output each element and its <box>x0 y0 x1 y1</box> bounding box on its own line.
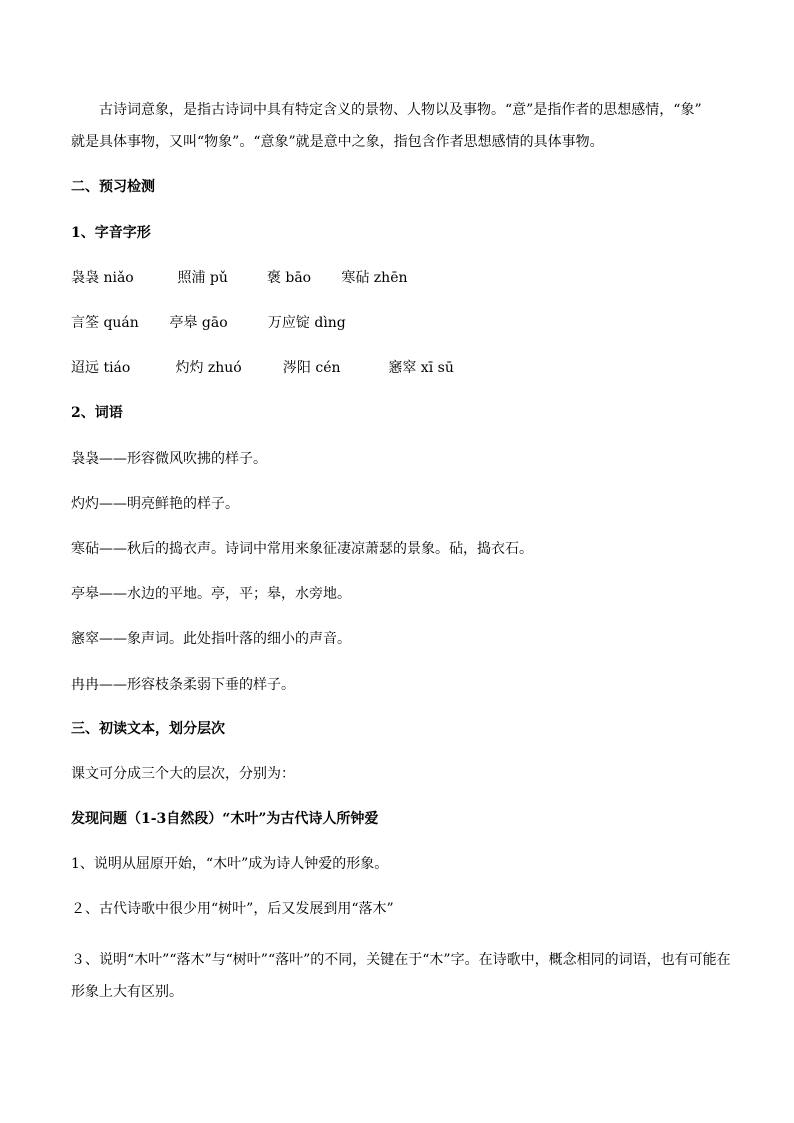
pronunciation-item: 窸窣 xī sū <box>388 360 454 376</box>
pronunciation-row-3 <box>71 358 742 378</box>
pronunciation-item: 袅袅 niǎo <box>71 270 134 286</box>
pronunciation-item: 照浦 pǔ <box>177 270 228 286</box>
intro-line-1: 古诗词意象，是指古诗词中具有特定含义的景物、人物以及事物。“意”是指作者的思想感情，“象” <box>99 102 702 118</box>
intro-line-2: 就是具体事物，又叫“物象”。“意象”就是意中之象，指包含作者思想感情的具体事物。 <box>71 134 604 150</box>
vocabulary-term: 亭皋——水边的平地。亭，平；皋，水旁地。 <box>71 586 351 602</box>
section-3-lead: 课文可分成三个大的层次，分别为： <box>71 766 295 782</box>
pronunciation-row-1 <box>71 268 742 288</box>
vocabulary-term: 冉冉——形容枝条柔弱下垂的样子。 <box>71 677 295 693</box>
vocabulary-term: 窸窣——象声词。此处指叶落的细小的声音。 <box>71 631 351 647</box>
pronunciation-item: 寒砧 zhēn <box>341 270 408 286</box>
pronunciation-item: 涔阳 cén <box>282 360 341 376</box>
part-1-point: ３、说明“木叶”“落木”与“树叶”“落叶”的不同，关键在于“木”字。在诗歌中，概念相同的词语，也有可能在形象上大有区别。 <box>71 952 731 1000</box>
pronunciation-item: 褒 bāo <box>266 270 312 286</box>
vocabulary-term: 灼灼——明亮鲜艳的样子。 <box>71 496 239 512</box>
vocabulary-term: 袅袅——形容微风吹拂的样子。 <box>71 451 267 467</box>
section-3-title: 三、初读文本，划分层次 <box>71 721 225 737</box>
vocabulary-term: 寒砧——秋后的捣衣声。诗词中常用来象征凄凉萧瑟的景象。砧，捣衣石。 <box>71 541 533 557</box>
subsection-vocabulary-title: 2、词语 <box>71 405 123 421</box>
pronunciation-item: 灼灼 zhuó <box>175 360 242 376</box>
pronunciation-item: 万应锭 dìng <box>267 315 346 331</box>
part-1-point: 1、说明从屈原开始，“木叶”成为诗人钟爱的形象。 <box>71 856 389 872</box>
pronunciation-row-2 <box>71 313 742 333</box>
pronunciation-item: 亭皋 gāo <box>169 315 228 331</box>
pronunciation-item: 言筌 quán <box>71 315 139 331</box>
subsection-pronunciation-title: 1、字音字形 <box>71 225 151 241</box>
pronunciation-item: 迢远 tiáo <box>71 360 131 376</box>
part-1-point: ２、古代诗歌中很少用“树叶”，后又发展到用“落木” <box>71 901 394 917</box>
section-2-title: 二、预习检测 <box>71 179 155 195</box>
part-1-title: 发现问题（1-3自然段）“木叶”为古代诗人所钟爱 <box>71 811 379 827</box>
